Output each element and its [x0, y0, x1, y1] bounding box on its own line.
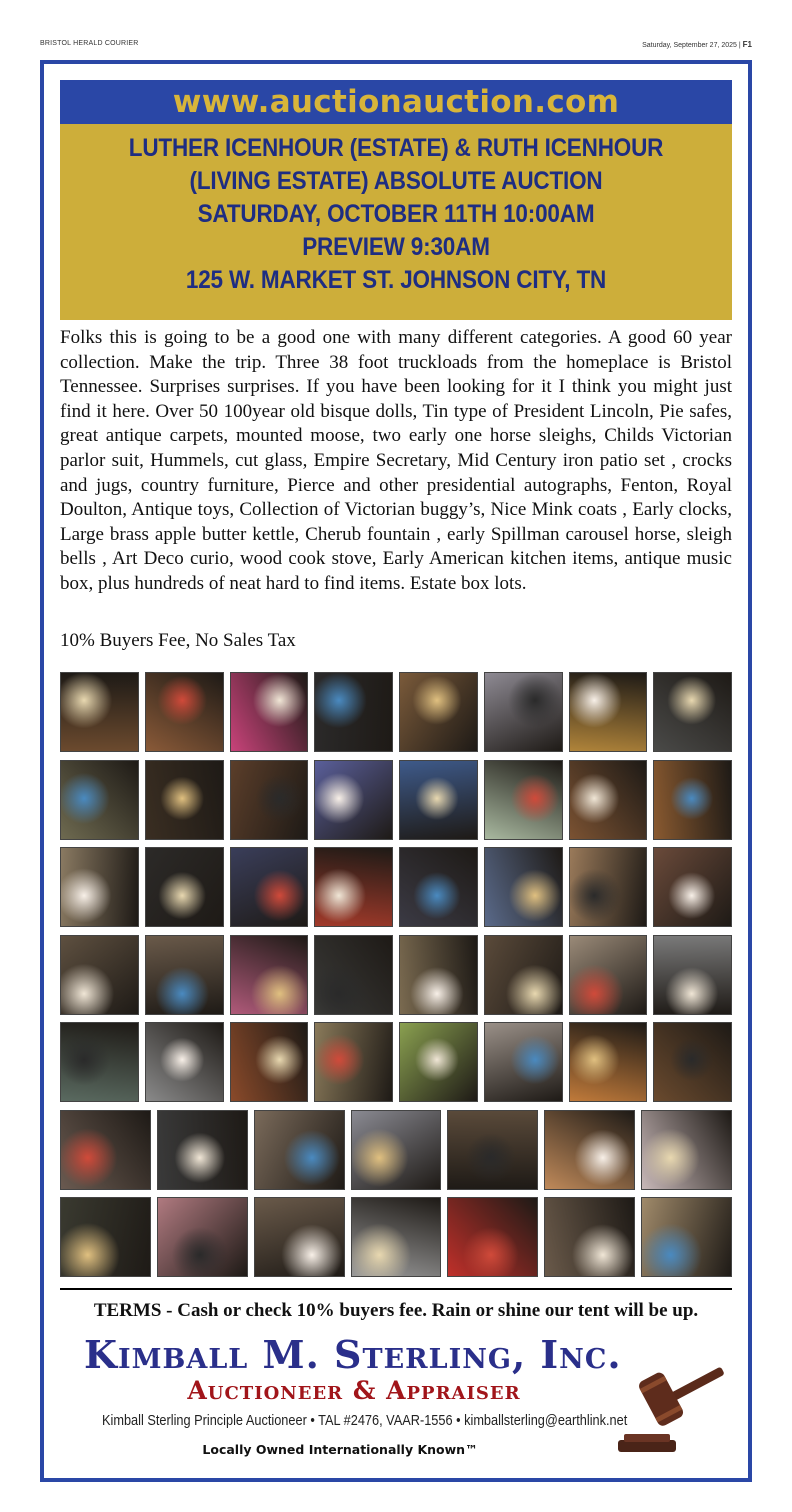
photo-content: [315, 848, 392, 926]
auction-photo: [230, 760, 309, 840]
auction-photo: [641, 1197, 732, 1277]
photo-content: [642, 1198, 731, 1276]
photo-content: [231, 936, 308, 1014]
photo-content: [255, 1198, 344, 1276]
photo-content: [485, 848, 562, 926]
auction-photo: [484, 760, 563, 840]
photo-content: [400, 1023, 477, 1101]
auction-photo: [60, 1110, 151, 1190]
auction-photo: [569, 1022, 648, 1102]
photo-content: [61, 936, 138, 1014]
auction-photo: [484, 1022, 563, 1102]
photo-content: [400, 936, 477, 1014]
photo-content: [485, 1023, 562, 1101]
photo-content: [146, 761, 223, 839]
auction-photo: [399, 760, 478, 840]
headline-block: [60, 124, 732, 320]
photo-content: [570, 936, 647, 1014]
photo-content: [231, 761, 308, 839]
page-number: F1: [742, 40, 752, 49]
auction-photo: [145, 760, 224, 840]
photo-content: [570, 1023, 647, 1101]
photo-content: [315, 761, 392, 839]
auction-photo: [351, 1197, 442, 1277]
auction-ad: [40, 60, 752, 1482]
page-date: Saturday, September 27, 2025 | F1: [642, 40, 752, 49]
auction-photo: [447, 1197, 538, 1277]
auction-photo: [145, 1022, 224, 1102]
contact-line: Kimball Sterling Principle Auctioneer • TAL #2476, VAAR-1556 • kimballsterling@earthlink.net: [102, 1412, 628, 1429]
photo-content: [485, 673, 562, 751]
newspaper-name: BRISTOL HERALD COURIER: [40, 40, 139, 47]
auction-photo: [230, 847, 309, 927]
auction-description: Folks this is going to be a good one with many different categories. A good 60 year collection. Make the trip. Three 38 foot truckloads from the homeplace is Bristol Tennessee. Surprises surprises. If you have been looking for it I think you might just find it here. Over 50 100year old bisque dolls, Tin type of President Lincoln, Pie safes, great antique carpets, mounted moose, two early one horse sleighs, Childs Victorian parlor suit, Hummels, cut glass, Empire Secretary, Mid Century iron patio set , crocks and jugs, country furniture, Pierce and other presidential autographs, Fenton, Royal Doulton, Antique toys, Collection of Victorian buggy’s, Nice Mink coats , Early clocks, Large brass apple butter kettle, Cherub fountain , early Spillman carousel horse, sleigh bells , Art Deco curio, wood cook stove, Early American kitchen items, antique music box, plus hundreds of neat hard to find items. Estate box lots.: [60, 327, 732, 594]
headline-line: SATURDAY, OCTOBER 11TH 10:00AM: [197, 200, 595, 228]
auction-photo: [544, 1197, 635, 1277]
auction-photo: [60, 935, 139, 1015]
photo-content: [315, 936, 392, 1014]
auction-photo: [569, 935, 648, 1015]
photo-content: [352, 1111, 441, 1189]
auction-photo: [254, 1110, 345, 1190]
auction-photo: [544, 1110, 635, 1190]
auction-photo: [399, 1022, 478, 1102]
auction-photo: [641, 1110, 732, 1190]
auction-photo: [157, 1197, 248, 1277]
photo-content: [570, 673, 647, 751]
photo-content: [231, 673, 308, 751]
auction-photo: [230, 1022, 309, 1102]
photo-content: [400, 761, 477, 839]
auction-photo: [399, 672, 478, 752]
auction-photo: [447, 1110, 538, 1190]
photo-content: [61, 1198, 150, 1276]
fee-note: 10% Buyers Fee, No Sales Tax: [60, 630, 296, 651]
auction-photo: [314, 672, 393, 752]
auction-photo: [653, 1022, 732, 1102]
auction-photo: [60, 847, 139, 927]
photo-content: [61, 761, 138, 839]
motto: Locally Owned Internationally Known™: [202, 1442, 478, 1457]
photo-content: [61, 673, 138, 751]
photo-content: [352, 1198, 441, 1276]
auction-photo: [399, 847, 478, 927]
auction-photo: [484, 935, 563, 1015]
photo-content: [61, 1023, 138, 1101]
auction-photo: [569, 672, 648, 752]
auction-photo: [653, 935, 732, 1015]
terms-text: TERMS - Cash or check 10% buyers fee. Rain or shine our tent will be up.: [93, 1300, 699, 1321]
divider: [60, 1288, 732, 1290]
headline-line: 125 W. MARKET ST. JOHNSON CITY, TN: [185, 266, 607, 294]
photo-content: [448, 1198, 537, 1276]
headline-line: (LIVING ESTATE) ABSOLUTE AUCTION: [189, 167, 603, 195]
photo-content: [146, 1023, 223, 1101]
auction-photo: [60, 1197, 151, 1277]
auction-photo: [314, 1022, 393, 1102]
photo-content: [654, 936, 731, 1014]
photo-content: [146, 936, 223, 1014]
photo-content: [255, 1111, 344, 1189]
auction-photo: [653, 760, 732, 840]
auction-photo: [230, 672, 309, 752]
auction-photo: [653, 847, 732, 927]
photo-content: [146, 848, 223, 926]
auction-photo: [60, 672, 139, 752]
photo-content: [400, 673, 477, 751]
photo-content: [654, 1023, 731, 1101]
photo-content: [231, 848, 308, 926]
auction-photo: [314, 847, 393, 927]
auction-photo: [569, 760, 648, 840]
auction-photo: [569, 847, 648, 927]
photo-content: [231, 1023, 308, 1101]
date-text: Saturday, September 27, 2025: [642, 42, 737, 49]
photo-content: [61, 1111, 150, 1189]
company-name: Kimball M. Sterling, Inc.: [84, 1332, 622, 1377]
gavel-icon: [610, 1348, 730, 1458]
photo-content: [315, 673, 392, 751]
website-url[interactable]: www.auctionauction.com: [60, 80, 732, 124]
photo-content: [545, 1198, 634, 1276]
photo-content: [485, 936, 562, 1014]
auction-photo: [399, 935, 478, 1015]
company-subtitle: Auctioneer & Appraiser: [187, 1376, 521, 1405]
photo-content: [448, 1111, 537, 1189]
auction-photo: [60, 760, 139, 840]
photo-content: [61, 848, 138, 926]
page-header: [40, 40, 752, 52]
photo-content: [570, 848, 647, 926]
headline-line: LUTHER ICENHOUR (ESTATE) & RUTH ICENHOUR: [128, 134, 664, 162]
photo-content: [654, 848, 731, 926]
auction-photo: [314, 935, 393, 1015]
auction-photo: [145, 672, 224, 752]
photo-content: [315, 1023, 392, 1101]
auction-photo: [484, 847, 563, 927]
auction-photo: [653, 672, 732, 752]
auction-photo: [230, 935, 309, 1015]
photo-content: [545, 1111, 634, 1189]
photo-content: [570, 761, 647, 839]
photo-content: [400, 848, 477, 926]
auction-photo: [145, 935, 224, 1015]
photo-content: [146, 673, 223, 751]
photo-content: [654, 761, 731, 839]
photo-content: [158, 1198, 247, 1276]
auction-photo: [145, 847, 224, 927]
photo-content: [642, 1111, 731, 1189]
auction-photo: [60, 1022, 139, 1102]
photo-content: [485, 761, 562, 839]
auction-photo: [484, 672, 563, 752]
auction-photo: [351, 1110, 442, 1190]
auction-photo: [157, 1110, 248, 1190]
auction-photo: [314, 760, 393, 840]
auction-photo: [254, 1197, 345, 1277]
photo-content: [158, 1111, 247, 1189]
photo-content: [654, 673, 731, 751]
headline-line: PREVIEW 9:30AM: [302, 233, 490, 261]
